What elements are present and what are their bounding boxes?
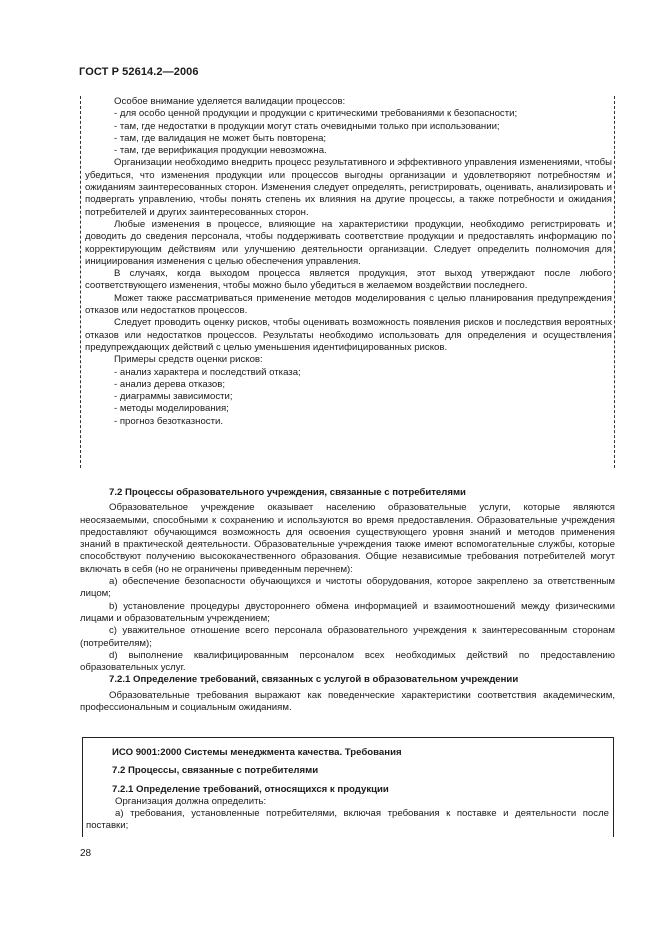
quote-subheading: 7.2.1 Определение требований, относящихся к продукции (112, 783, 389, 795)
list-item: a) обеспечение безопасности обучающихся и чистоты оборудования, которое закреплено за ответственным лицом; (80, 576, 615, 600)
paragraph: Может также рассматриваться применение методов моделирования с целью планирования предупреждения отказов или недостатков процессов. (85, 292, 612, 317)
section-7-2 (80, 487, 615, 714)
list-item: d) выполнение квалифицированным персоналом всех необходимых действий по предоставлению образовательных услуг. (80, 649, 615, 674)
paragraph: В случаях, когда выходом процесса является продукция, этот выход утверждают после любого соответствующего изменения, чтобы можно было убедиться в желаемом воздействии последнего. (85, 268, 612, 292)
quote-title: ИСО 9001:2000 Системы менеджмента качества. Требования (112, 747, 402, 758)
paragraph: Организации необходимо внедрить процесс результативного и эффективного управления изменениями, чтобы убедиться, что изменения продукции или процессов выгодны организации и удовлетворяют потребностям и ожиданиям заинтересованных сторон. Изменения следует определять, регистрировать, оценивать, анализировать и подвергать управлению, чтобы понять степень их влияния на другие процессы, а также потребности и ожидания потребителей и других заинтересованных сторон. (85, 157, 612, 218)
section-heading: 7.2 Процессы образовательного учреждения, связанные с потребителями (109, 487, 466, 498)
list-item: - для особо ценной продукции и продукции с критическими требованиями к безопасности; (114, 108, 518, 120)
list-item: - там, где недостатки в продукции могут стать очевидными только при использовании; (114, 120, 500, 132)
paragraph: Любые изменения в процессе, влияющие на характеристики продукции, необходимо регистрировать и доводить до сведения персонала, чтобы поддерживать соответствие продукции и предоставлять информацию по корректирующим действиям или улучшению деятельности организации. Следует определить полномочия для инициирования изменения с целью обеспечения управления. (85, 218, 612, 267)
paragraph: Следует проводить оценку рисков, чтобы оценивать возможность появления рисков и последствия вероятных отказов или недостатков процессов. Результаты необходимо использовать для определения и осуществления предупреждающих действий с целью уменьшения идентифицированных рисков. (85, 317, 612, 353)
subsection-heading: 7.2.1 Определение требований, связанных с услугой в образовательном учреждении (109, 674, 519, 686)
document-header: ГОСТ Р 52614.2—2006 (79, 66, 199, 78)
paragraph: Особое внимание уделяется валидации процессов: (114, 96, 346, 107)
list-item: - там, где верификация продукции невозможна. (114, 145, 327, 157)
dashed-frame-note (80, 96, 615, 468)
page-number: 28 (80, 848, 92, 859)
paragraph: Примеры средств оценки рисков: (114, 354, 263, 366)
paragraph: Образовательные требования выражают как поведенческие характеристики соответствия академическим, профессиональным и социальным ожиданиям. (80, 689, 615, 714)
iso-quote-box (82, 737, 614, 837)
list-item: a) требования, установленные потребителями, включая требования к поставке и деятельности после поставки; (86, 808, 609, 832)
list-item: - прогноз безотказности. (114, 415, 224, 427)
list-item: - анализ дерева отказов; (114, 378, 225, 390)
list-item: b) установление процедуры двустороннего обмена информацией и взаимоотношений между физическими лицами и образовательным учреждением; (80, 600, 615, 624)
list-item: - там, где валидация не может быть повторена; (114, 132, 327, 144)
list-item: c) уважительное отношение всего персонала образовательного учреждения к заинтересованным сторонам (потребителям); (80, 625, 615, 649)
paragraph: Организация должна определить: (115, 795, 267, 807)
list-item: - методы моделирования; (114, 403, 229, 415)
list-item: - диаграммы зависимости; (114, 391, 233, 403)
paragraph: Образовательное учреждение оказывает населению образовательные услуги, которые являются неосязаемыми, способными к сохранению и используются во время предоставления. Образовательные учреждения предоставляют обучающимся возможность для освоения существующего уровня знаний и методов применения знаний в практической деятельности. Образовательные учреждения также имеют вспомогательные службы, которые способствуют получению высококачественного образования. Общие независимые требования потребителей могут включать в себя (но не ограничены приведенным перечнем): (80, 502, 615, 575)
list-item: - анализ характера и последствий отказа; (114, 366, 301, 378)
quote-heading: 7.2 Процессы, связанные с потребителями (112, 765, 319, 777)
